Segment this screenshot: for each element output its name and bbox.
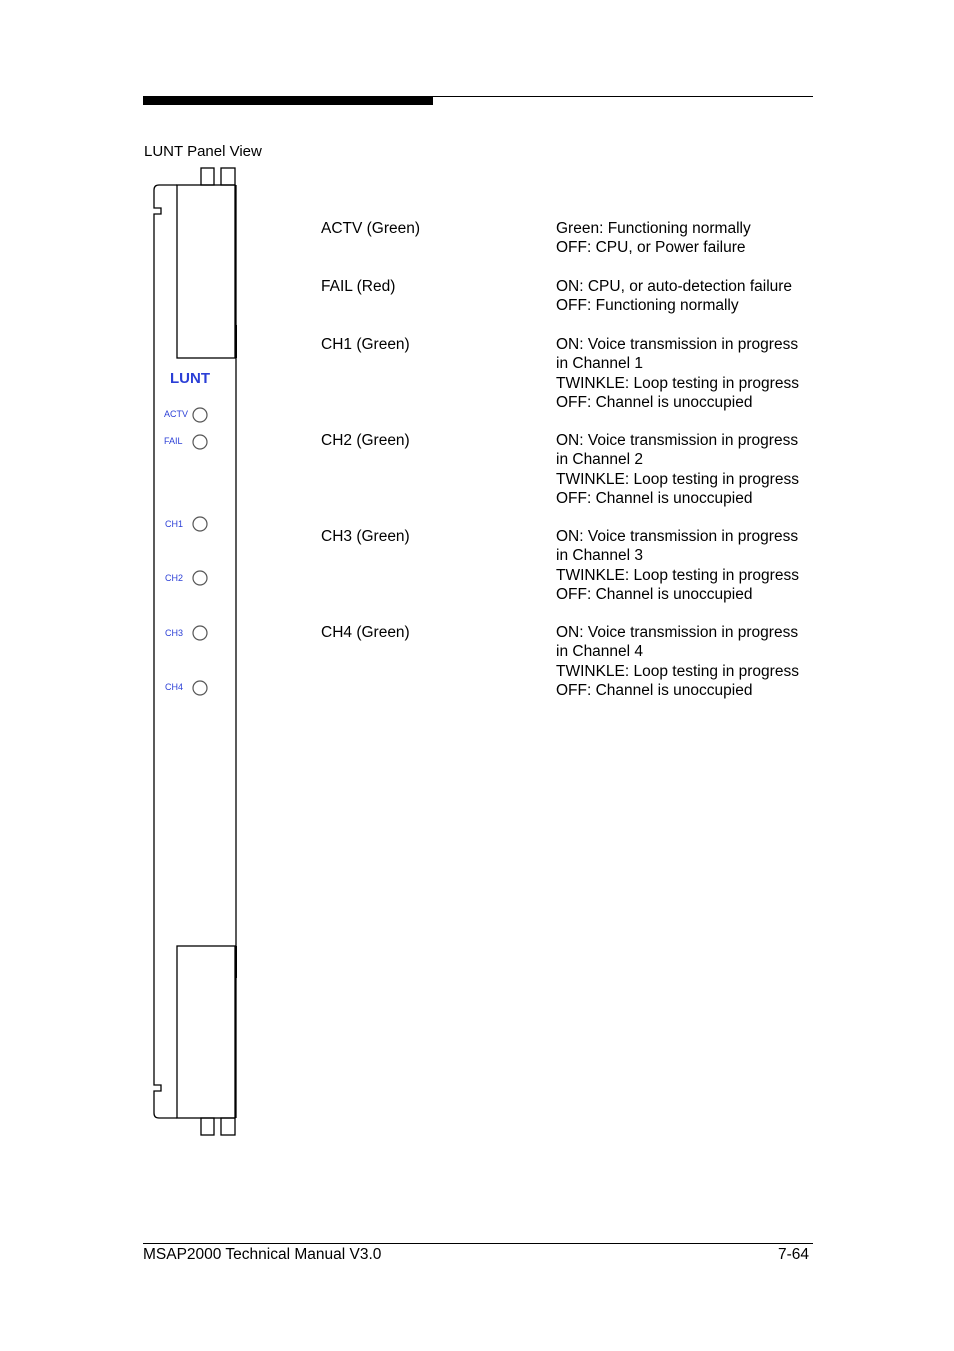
svg-text:CH2: CH2 [165,573,184,583]
led-desc-line: TWINKLE: Loop testing in progress [556,566,799,584]
led-desc-line: TWINKLE: Loop testing in progress [556,470,799,488]
led-desc-fail [556,277,792,316]
led-fail-indicator [164,435,207,449]
led-desc-ch4 [556,623,799,700]
svg-text:CH1: CH1 [165,519,184,529]
led-ch2-indicator [165,571,207,585]
led-ch3-icon [193,626,207,640]
led-ch1-icon [193,517,207,531]
header-rule-thin [143,96,813,97]
led-name-ch2: CH2 (Green) [321,432,410,449]
led-ch4-icon [193,681,207,695]
led-name-actv: ACTV (Green) [321,220,421,237]
led-desc-line: in Channel 4 [556,643,644,661]
led-desc-line: ON: Voice transmission in progress [556,624,799,641]
led-desc-line: TWINKLE: Loop testing in progress [556,374,799,392]
footer-page-number: 7-64 [778,1246,810,1263]
led-desc-line: ON: Voice transmission in progress [556,528,799,545]
led-desc-line: OFF: Channel is unoccupied [556,489,753,507]
led-desc-ch1 [556,335,799,412]
led-desc-ch2 [556,431,799,508]
led-actv-icon [193,408,207,422]
svg-text:CH4: CH4 [165,682,184,692]
footer-manual-title: MSAP2000 Technical Manual V3.0 [143,1246,382,1263]
led-name-ch1: CH1 (Green) [321,336,410,353]
led-name-ch3: CH3 (Green) [321,528,410,545]
led-desc-line: ON: Voice transmission in progress [556,336,799,353]
led-desc-line: OFF: Channel is unoccupied [556,393,753,411]
led-ch4-indicator [165,681,207,695]
led-name-fail: FAIL (Red) [321,278,396,295]
led-desc-line: in Channel 3 [556,547,644,565]
led-desc-line: OFF: Functioning normally [556,297,739,315]
led-ch1-indicator [165,517,207,531]
led-ch2-icon [193,571,207,585]
led-desc-line: in Channel 1 [556,355,644,373]
led-desc-line: TWINKLE: Loop testing in progress [556,662,799,680]
led-desc-line: OFF: Channel is unoccupied [556,585,753,603]
led-desc-ch3 [556,527,799,604]
led-ch3-indicator [165,626,207,640]
led-desc-line: ON: CPU, or auto-detection failure [556,278,793,295]
led-desc-line: Green: Functioning normally [556,220,751,237]
header-rule-thick [143,96,433,105]
led-desc-actv [556,219,751,258]
led-desc-line: in Channel 2 [556,451,644,469]
led-fail-icon [193,435,207,449]
svg-text:CH3: CH3 [165,628,184,638]
lunt-panel-drawing [140,165,240,1140]
led-desc-line: OFF: CPU, or Power failure [556,239,746,257]
svg-text:FAIL: FAIL [164,436,183,446]
svg-text:ACTV: ACTV [164,409,189,419]
led-desc-line: OFF: Channel is unoccupied [556,681,753,699]
figure-caption: LUNT Panel View [144,143,262,160]
led-name-ch4: CH4 (Green) [321,624,410,641]
led-actv-indicator [164,408,207,422]
footer-rule [143,1243,813,1244]
panel-title: LUNT [170,370,210,387]
led-desc-line: ON: Voice transmission in progress [556,432,799,449]
